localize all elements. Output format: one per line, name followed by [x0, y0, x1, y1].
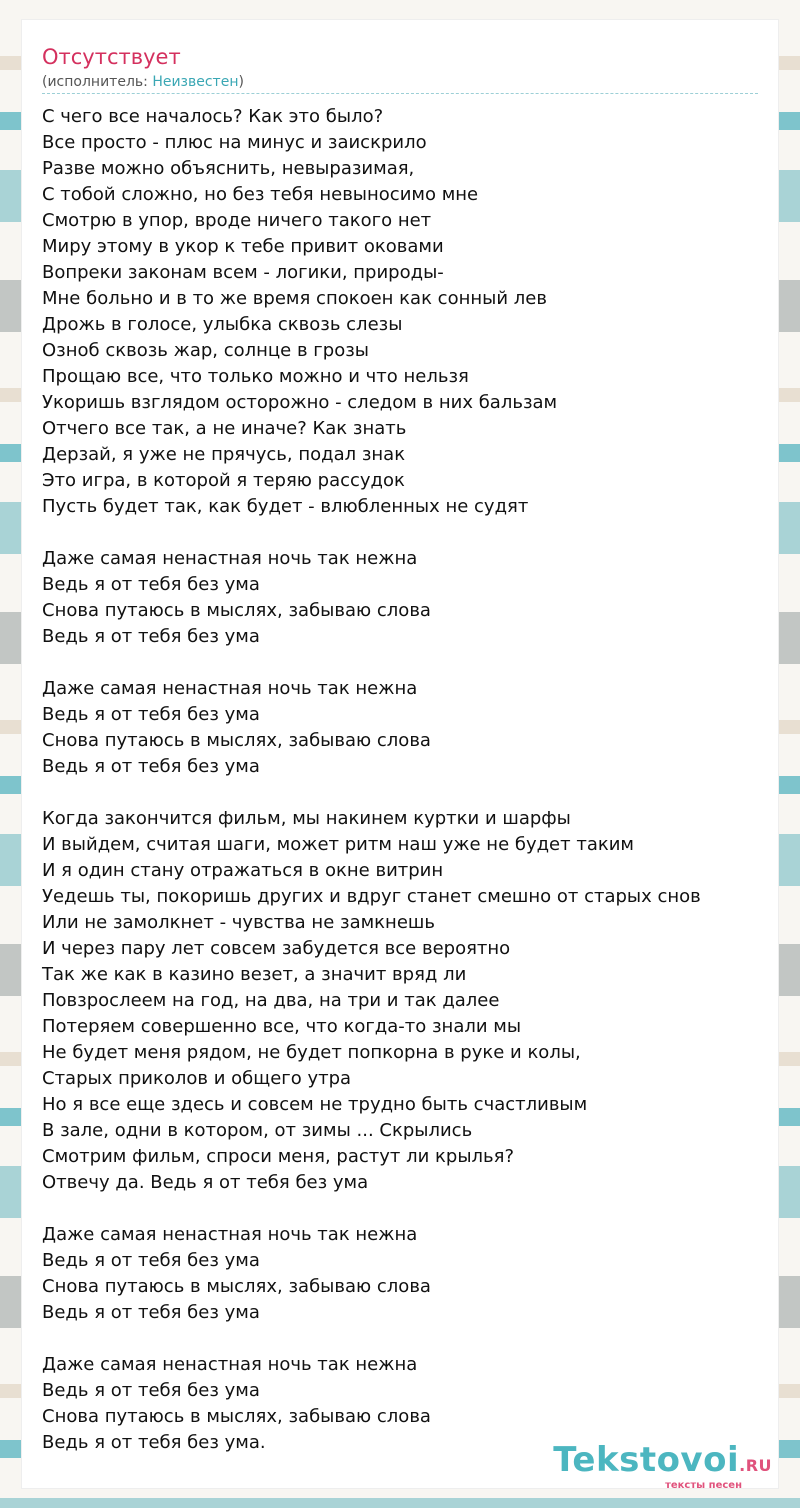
lyrics-line: Все просто - плюс на минус и заискрило — [42, 132, 427, 153]
lyrics-line: Снова путаюсь в мыслях, забываю слова — [42, 1406, 431, 1427]
lyrics-line: Потеряем совершенно все, что когда-то знали мы — [42, 1016, 522, 1037]
logo-tld: .RU — [739, 1456, 772, 1475]
lyrics-blank-line — [42, 520, 762, 546]
lyrics-line: С тобой сложно, но без тебя невыносимо мне — [42, 184, 479, 205]
lyrics-line: Ведь я от тебя без ума — [42, 626, 260, 647]
lyrics-line: Отчего все так, а не иначе? Как знать — [42, 418, 407, 439]
lyrics-line: Или не замолкнет - чувства не замкнешь — [42, 912, 435, 933]
lyrics-line: Но я все еще здесь и совсем не трудно быть счастливым — [42, 1094, 588, 1115]
lyrics-line: Это игра, в которой я теряю рассудок — [42, 470, 405, 491]
lyrics-line: Разве можно объяснить, невыразимая, — [42, 158, 415, 179]
artist-line — [42, 72, 244, 92]
logo-wordmark — [553, 1442, 772, 1484]
artist-suffix: ) — [238, 74, 244, 90]
lyrics-line: Пусть будет так, как будет - влюбленных не судят — [42, 496, 529, 517]
lyrics-line: И я один стану отражаться в окне витрин — [42, 860, 444, 881]
lyrics-line: Дерзай, я уже не прячусь, подал знак — [42, 444, 406, 465]
lyrics-line: Ведь я от тебя без ума — [42, 1250, 260, 1271]
lyrics-line: С чего все началось? Как это было? — [42, 106, 384, 127]
lyrics-line: Смотрю в упор, вроде ничего такого нет — [42, 210, 432, 231]
lyrics-block — [42, 104, 762, 1456]
lyrics-line: Миру этому в укор к тебе привит оковами — [42, 236, 444, 257]
lyrics-line: Отвечу да. Ведь я от тебя без ума — [42, 1172, 369, 1193]
logo-tagline: тексты песен — [665, 1480, 742, 1491]
lyrics-line: В зале, одни в котором, от зимы ... Скрылись — [42, 1120, 473, 1141]
artist-prefix: (исполнитель: — [42, 74, 153, 90]
lyrics-blank-line — [42, 1326, 762, 1352]
lyrics-line: Даже самая ненастная ночь так нежна — [42, 678, 418, 699]
lyrics-line: Так же как в казино везет, а значит вряд ли — [42, 964, 467, 985]
lyrics-line: Ведь я от тебя без ума. — [42, 1432, 266, 1453]
lyrics-line: Не будет меня рядом, не будет попкорна в руке и колы, — [42, 1042, 581, 1063]
lyrics-line: Ведь я от тебя без ума — [42, 1380, 260, 1401]
lyrics-line: Озноб сквозь жар, солнце в грозы — [42, 340, 369, 361]
lyrics-line: Укоришь взглядом осторожно - следом в них бальзам — [42, 392, 558, 413]
lyrics-blank-line — [42, 650, 762, 676]
lyrics-blank-line — [42, 1196, 762, 1222]
artist-link[interactable]: Неизвестен — [152, 74, 239, 90]
lyrics-line: Прощаю все, что только можно и что нельзя — [42, 366, 469, 387]
lyrics-line: Дрожь в голосе, улыбка сквозь слезы — [42, 314, 403, 335]
lyrics-line: Даже самая ненастная ночь так нежна — [42, 1224, 418, 1245]
lyrics-line: Мне больно и в то же время спокоен как сонный лев — [42, 288, 547, 309]
lyrics-line: И через пару лет совсем забудется все вероятно — [42, 938, 511, 959]
lyrics-line: Повзрослеем на год, на два, на три и так далее — [42, 990, 500, 1011]
song-title: Отсутствует — [42, 45, 181, 69]
lyrics-blank-line — [42, 780, 762, 806]
lyrics-line: Когда закончится фильм, мы накинем куртки и шарфы — [42, 808, 571, 829]
logo-main-text: Tekstovoi — [553, 1440, 740, 1480]
lyrics-line: Уедешь ты, покоришь других и вдруг станет смешно от старых снов — [42, 886, 701, 907]
lyrics-line: И выйдем, считая шаги, может ритм наш уже не будет таким — [42, 834, 635, 855]
title-divider — [42, 93, 758, 94]
lyrics-line: Даже самая ненастная ночь так нежна — [42, 548, 418, 569]
lyrics-line: Вопреки законам всем - логики, природы- — [42, 262, 444, 283]
lyrics-line: Старых приколов и общего утра — [42, 1068, 352, 1089]
lyrics-line: Ведь я от тебя без ума — [42, 574, 260, 595]
lyrics-line: Снова путаюсь в мыслях, забываю слова — [42, 730, 431, 751]
lyrics-line: Снова путаюсь в мыслях, забываю слова — [42, 600, 431, 621]
lyrics-line: Ведь я от тебя без ума — [42, 704, 260, 725]
lyrics-line: Даже самая ненастная ночь так нежна — [42, 1354, 418, 1375]
lyrics-line: Ведь я от тебя без ума — [42, 1302, 260, 1323]
lyrics-line: Смотрим фильм, спроси меня, растут ли крылья? — [42, 1146, 515, 1167]
site-logo[interactable] — [553, 1442, 772, 1491]
lyrics-line: Ведь я от тебя без ума — [42, 756, 260, 777]
lyrics-line: Снова путаюсь в мыслях, забываю слова — [42, 1276, 431, 1297]
